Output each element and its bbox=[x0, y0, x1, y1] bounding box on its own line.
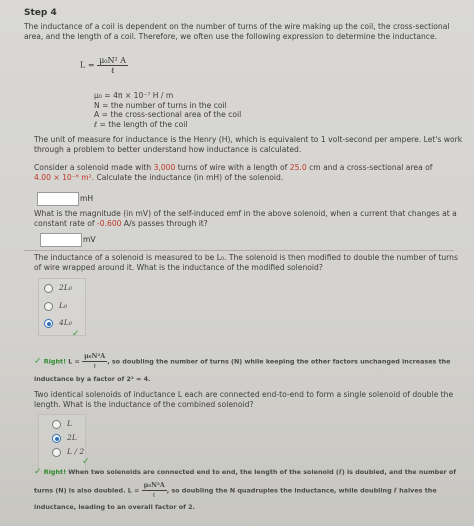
unit-note-line-2: through a problem to better understand how inductance is calculated. bbox=[34, 145, 302, 155]
q3-feedback-lhs: L = bbox=[68, 357, 80, 366]
q4-feedback-line-1: When two solenoids are connected end to end, the length of the solenoid (ℓ) is doubled, and the number of bbox=[68, 468, 457, 476]
q4-option-label-1: L bbox=[67, 419, 73, 428]
q4-option-radio-2[interactable] bbox=[52, 434, 61, 443]
q3-option-radio-1[interactable] bbox=[44, 284, 53, 293]
problem-mid: turns of wire with a length of bbox=[175, 163, 290, 172]
q4-feedback-denominator: ℓ bbox=[152, 491, 156, 499]
formula-denominator: ℓ bbox=[110, 66, 115, 75]
q4-feedback-fraction bbox=[142, 481, 167, 500]
variable-definitions bbox=[94, 91, 241, 129]
q4-feedback-line-3: inductance, leading to an overall factor of 2. bbox=[34, 503, 195, 511]
q4-line-1: Two identical solenoids of inductance L each are connected end-to-end to form a single solenoid of double the bbox=[34, 390, 454, 399]
q3-option-label-2: L₀ bbox=[59, 301, 68, 310]
step-title: Step 4 bbox=[24, 8, 57, 18]
q4-option-radio-3[interactable] bbox=[52, 448, 61, 457]
q4-option-label-3: L / 2 bbox=[67, 447, 85, 456]
emf-line-2-pre: constant rate of bbox=[34, 219, 97, 229]
inductance-answer-input[interactable] bbox=[37, 192, 79, 206]
q3-feedback-fraction bbox=[82, 352, 107, 371]
q3-checkmark-icon: ✓ bbox=[72, 329, 80, 339]
q3-option-radio-2[interactable] bbox=[44, 302, 53, 311]
intro-line-2: area, and the length of a coil. Therefore, we often use the following expression to determine the inductance. bbox=[24, 32, 438, 42]
emf-question bbox=[34, 209, 464, 230]
q3-feedback bbox=[34, 352, 469, 384]
turns-value: 3,000 bbox=[153, 163, 176, 172]
inductance-unit: mH bbox=[80, 194, 94, 203]
q3-line-2: of wire wrapped around it. What is the inductance of the modified solenoid? bbox=[34, 263, 323, 273]
q4-line-2: length. What is the inductance of the combined solenoid? bbox=[34, 400, 254, 410]
area-value: 4.00 × 10⁻⁶ m². bbox=[34, 173, 95, 183]
inductance-formula bbox=[80, 56, 128, 75]
rate-value: -0.600 bbox=[97, 219, 122, 229]
q3-feedback-check-icon: ✓ bbox=[34, 356, 42, 367]
q4-question bbox=[34, 390, 464, 411]
def-N: N = the number of turns in the coil bbox=[94, 100, 227, 110]
emf-unit: mV bbox=[83, 235, 96, 244]
def-A: A = the cross-sectional area of the coil bbox=[94, 110, 242, 120]
divider bbox=[24, 250, 454, 251]
emf-answer-input[interactable] bbox=[40, 233, 82, 247]
intro-line-1: The inductance of a coil is dependent on the number of turns of the wire making up the coil, the cross-sectional bbox=[24, 22, 450, 31]
q4-option-radio-1[interactable] bbox=[52, 420, 61, 429]
q3-line-1: The inductance of a solenoid is measured to be L₀. The solenoid is then modified to double the number of turns bbox=[34, 253, 458, 262]
formula-numerator: μ₀N² A bbox=[99, 56, 127, 65]
q3-feedback-denominator: ℓ bbox=[93, 362, 96, 370]
emf-line-2-post: A/s passes through it? bbox=[121, 219, 208, 229]
def-mu0: μ₀ = 4π × 10⁻⁷ H / m bbox=[94, 91, 174, 100]
problem-pre: Consider a solenoid made with bbox=[34, 163, 154, 172]
q3-feedback-line-1: , so doubling the number of turns (N) while keeping the other factors unchanged increases the bbox=[107, 357, 451, 366]
q4-feedback bbox=[34, 468, 469, 512]
q3-feedback-line-2: inductance by a factor of 2² = 4. bbox=[34, 375, 151, 383]
formula-lhs: L = bbox=[80, 60, 95, 70]
q4-checkmark-icon: ✓ bbox=[82, 457, 90, 467]
unit-note bbox=[34, 135, 464, 156]
problem-text bbox=[34, 163, 464, 184]
intro-text bbox=[24, 22, 464, 43]
q4-feedback-numerator: μ₀N²A bbox=[143, 481, 165, 489]
q3-feedback-right: Right! bbox=[43, 357, 66, 366]
problem-question: Calculate the inductance (in mH) of the solenoid. bbox=[94, 173, 284, 183]
unit-note-line-1: The unit of measure for inductance is the Henry (H), which is equivalent to 1 volt-second per ampere. Let's work bbox=[34, 135, 463, 144]
formula-fraction bbox=[97, 56, 128, 75]
q3-option-label-3: 4L₀ bbox=[59, 318, 72, 327]
problem-post: cm and a cross-sectional area of bbox=[306, 163, 433, 172]
q4-feedback-line-2-pre: turns (N) is also doubled. L = bbox=[34, 486, 140, 495]
q3-option-label-1: 2L₀ bbox=[59, 283, 72, 292]
q4-feedback-line-2-post: , so doubling the N quadruples the inductance, while doubling ℓ halves the bbox=[166, 486, 437, 495]
q4-option-label-2: 2L bbox=[67, 433, 77, 442]
q4-feedback-check-icon: ✓ bbox=[34, 467, 42, 477]
q4-feedback-right: Right! bbox=[43, 468, 66, 476]
emf-line-1: What is the magnitude (in mV) of the self-induced emf in the above solenoid, when a current that changes at a bbox=[34, 209, 457, 218]
q4-options-box bbox=[38, 414, 86, 472]
q3-option-radio-3[interactable] bbox=[44, 319, 53, 328]
length-value: 25.0 bbox=[289, 163, 307, 172]
q3-feedback-numerator: μ₀N²A bbox=[84, 352, 106, 360]
q3-question bbox=[34, 253, 464, 274]
def-l: ℓ = the length of the coil bbox=[94, 119, 188, 129]
